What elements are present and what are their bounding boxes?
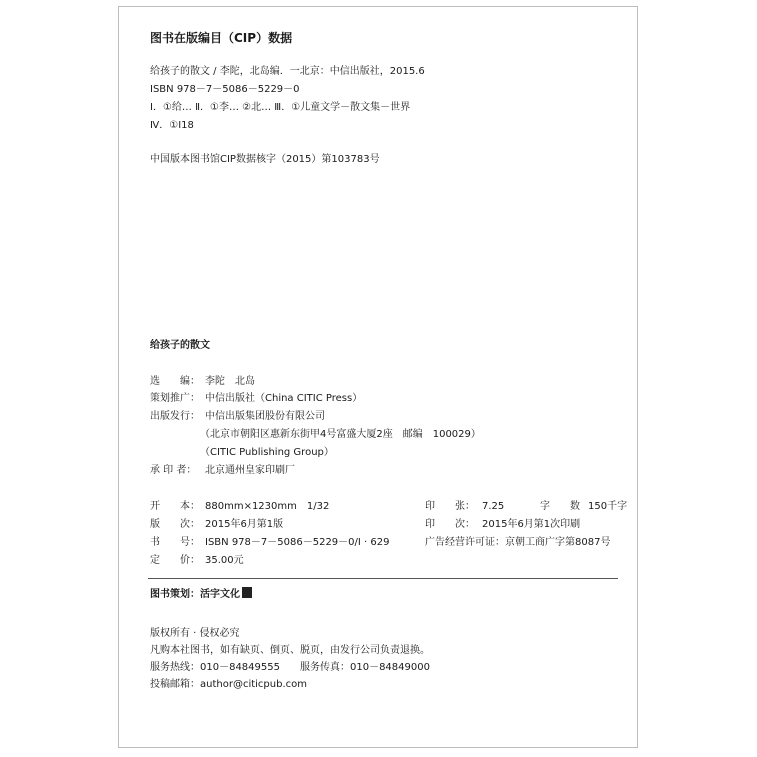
cip-verify-number: 中国版本图书馆CIP数据核字（2015）第103783号 (150, 154, 380, 165)
printer-label: 承 印 者： (150, 465, 197, 476)
cip-line-3: Ⅰ．①给… Ⅱ．①李… ②北… Ⅲ．①儿童文学－散文集－世界 (150, 102, 411, 113)
cip-line-4: Ⅳ．①I18 (150, 120, 194, 131)
logo-block-icon (242, 587, 252, 598)
price-label: 定 价： (150, 555, 200, 566)
format-label: 开 本： (150, 501, 200, 512)
book-title: 给孩子的散文 (150, 340, 210, 351)
words-label: 字 数 (540, 501, 580, 512)
rights-notice: 版权所有 · 侵权必究 (150, 628, 240, 639)
submission-email: 投稿邮箱：author@citicpub.com (150, 679, 307, 690)
cip-line-1: 给孩子的散文 / 李陀，北岛编．一北京：中信出版社，2015.6 (150, 66, 425, 77)
editor-value: 李陀 北岛 (205, 376, 255, 387)
editor-label: 选 编： (150, 376, 200, 387)
service-contacts: 服务热线：010－84849555 服务传真：010－84849000 (150, 662, 430, 673)
isbn-value: ISBN 978－7－5086－5229－0/I · 629 (205, 537, 390, 548)
words-value: 150千字 (588, 501, 628, 512)
sheets-value: 7.25 (482, 501, 505, 512)
price-value: 35.00元 (205, 555, 244, 566)
publisher-label: 出版发行： (150, 411, 200, 422)
cip-line-2: ISBN 978－7－5086－5229－0 (150, 84, 300, 95)
return-notice: 凡购本社图书，如有缺页、倒页、脱页，由发行公司负责退换。 (150, 645, 430, 656)
printing-value: 2015年6月第1次印刷 (482, 519, 581, 530)
sheets-label: 印 张： (425, 501, 475, 512)
edition-label: 版 次： (150, 519, 200, 530)
ad-license: 广告经营许可证：京朝工商广字第8087号 (425, 537, 611, 548)
format-value: 880mm×1230mm 1/32 (205, 501, 330, 512)
cip-heading: 图书在版编目（CIP）数据 (150, 31, 293, 45)
publisher-group: （CITIC Publishing Group） (200, 447, 334, 458)
printing-label: 印 次： (425, 519, 475, 530)
planner-label: 策划推广： (150, 393, 200, 404)
book-planning: 图书策划：活字文化 (150, 587, 252, 601)
isbn-label: 书 号： (150, 537, 200, 548)
publisher-address: （北京市朝阳区惠新东街甲4号富盛大厦2座 邮编 100029） (200, 429, 481, 440)
publisher-value: 中信出版集团股份有限公司 (205, 411, 325, 422)
printer-value: 北京通州皇家印刷厂 (205, 465, 295, 476)
planner-value: 中信出版社（China CITIC Press） (205, 393, 363, 404)
edition-value: 2015年6月第1版 (205, 519, 284, 530)
divider (148, 578, 618, 579)
